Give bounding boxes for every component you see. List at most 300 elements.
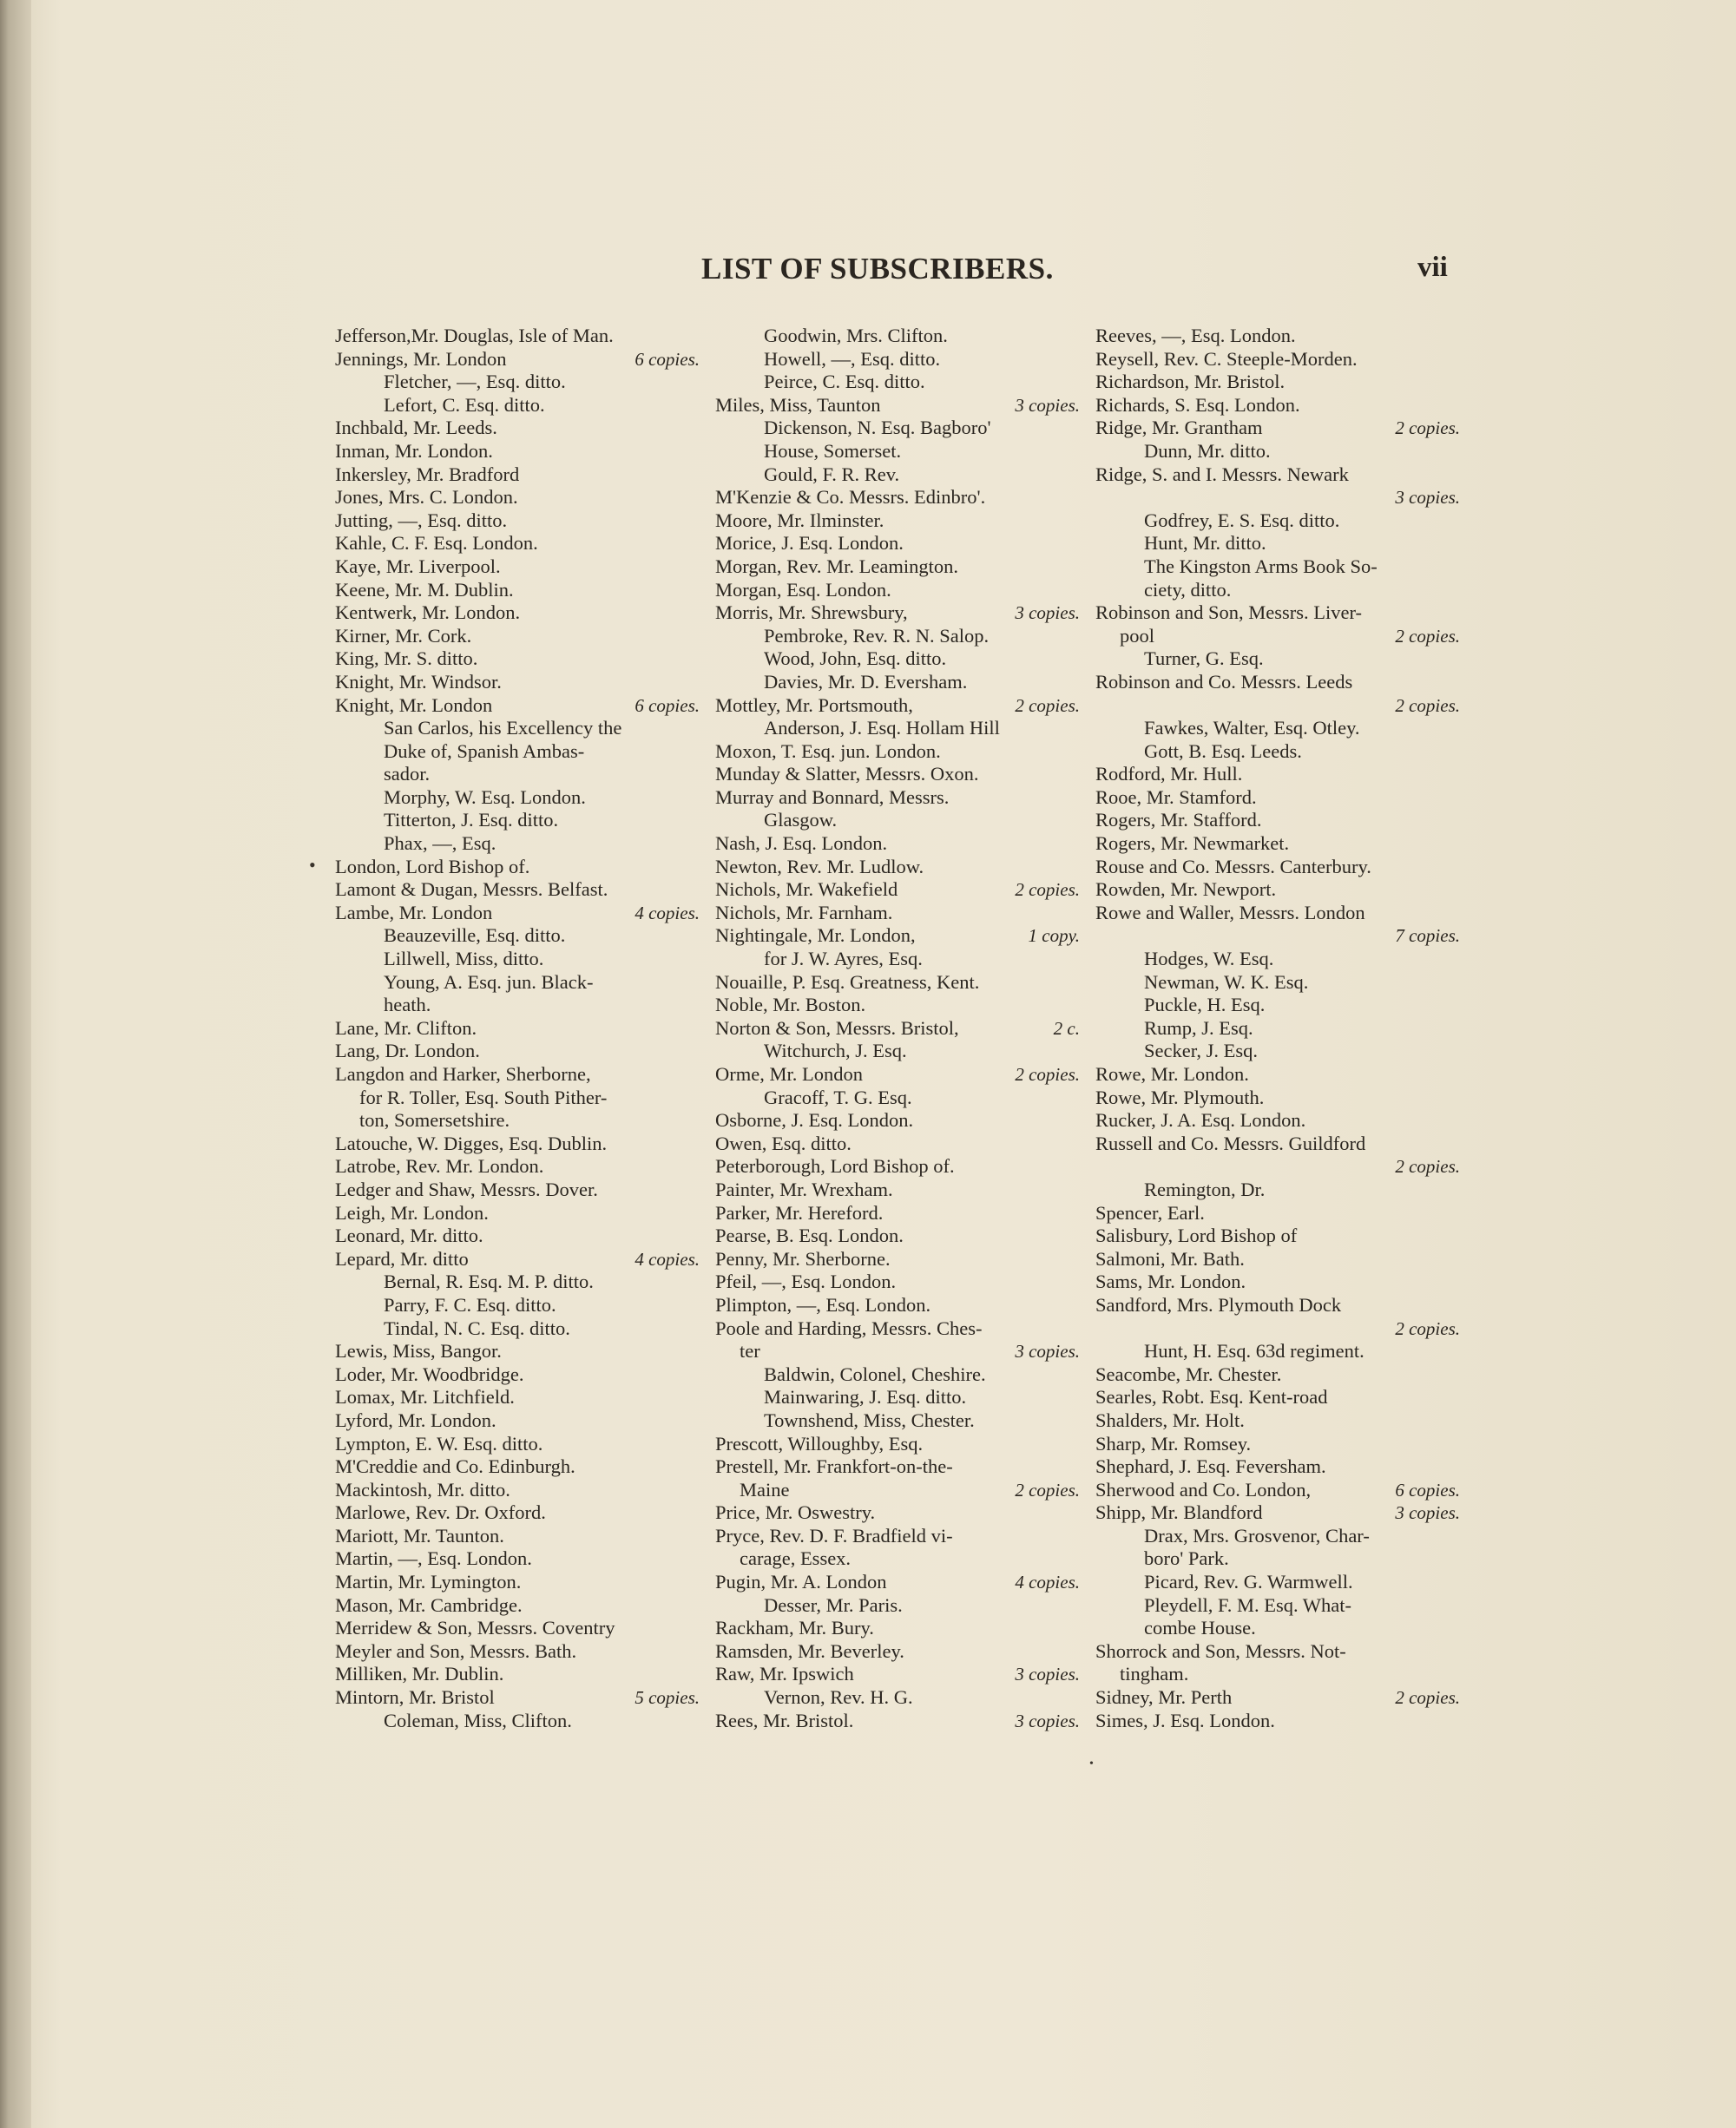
subscriber-name: Marlowe, Rev. Dr. Oxford. [335, 1501, 546, 1524]
subscriber-name: Robinson and Son, Messrs. Liver- [1095, 601, 1363, 624]
subscriber-entry [1095, 325, 1460, 348]
subscriber-name: Inman, Mr. London. [335, 439, 493, 462]
subscriber-name: Morphy, W. Esq. London. [384, 785, 586, 808]
subscriber-entry [715, 740, 1080, 764]
copies-count: 7 copies. [1395, 925, 1460, 947]
subscriber-entry [715, 856, 1080, 879]
copies-count: 2 copies. [1015, 879, 1080, 901]
subscriber-entry [335, 1547, 700, 1571]
subscriber-name: Inkersley, Mr. Bradford [335, 463, 520, 485]
subscriber-entry [335, 579, 700, 602]
subscriber-name: combe House. [1144, 1617, 1256, 1639]
subscriber-entry [335, 601, 700, 625]
subscriber-name: for J. W. Ayres, Esq. [764, 948, 923, 970]
subscriber-name: Bernal, R. Esq. M. P. ditto. [384, 1271, 594, 1293]
subscriber-entry [1095, 1710, 1460, 1733]
subscriber-name: Noble, Mr. Boston. [715, 994, 866, 1016]
subscriber-name: Plimpton, —, Esq. London. [715, 1293, 931, 1316]
subscriber-name: Secker, J. Esq. [1144, 1040, 1258, 1062]
subscriber-name: Morgan, Esq. London. [715, 578, 891, 601]
subscriber-entry [1095, 1501, 1460, 1525]
subscriber-entry [715, 1455, 1080, 1479]
subscriber-entry [715, 1386, 1080, 1409]
subscriber-entry [715, 1686, 1080, 1710]
subscriber-name: Shalders, Mr. Holt. [1095, 1409, 1245, 1431]
subscriber-name: Hodges, W. Esq. [1144, 948, 1274, 970]
subscriber-entry [715, 1017, 1080, 1041]
subscriber-name: Young, A. Esq. jun. Black- [384, 970, 594, 993]
page-title: LIST OF SUBSCRIBERS. [701, 252, 1054, 286]
subscriber-entry [1095, 394, 1460, 417]
copies-line [1095, 924, 1460, 948]
subscriber-name: Lepard, Mr. ditto [335, 1247, 469, 1270]
subscriber-name: Pembroke, Rev. R. N. Salop. [764, 624, 990, 647]
subscriber-entry [715, 971, 1080, 995]
ink-speck: • [1089, 1757, 1094, 1770]
copies-count: 4 copies. [1015, 1572, 1080, 1593]
subscriber-name: Shorrock and Son, Messrs. Not- [1095, 1639, 1346, 1662]
book-gutter [0, 0, 31, 2128]
subscriber-name: Shephard, J. Esq. Feversham. [1095, 1455, 1326, 1478]
copies-count: 3 copies. [1015, 394, 1080, 416]
subscriber-entry [1095, 348, 1460, 371]
subscriber-entry [1095, 601, 1460, 625]
subscriber-name: Rogers, Mr. Stafford. [1095, 809, 1262, 831]
subscriber-name: Rowden, Mr. Newport. [1095, 878, 1277, 901]
subscriber-entry [335, 786, 700, 810]
subscriber-name: Ridge, Mr. Grantham [1095, 417, 1263, 439]
subscriber-name: Latrobe, Rev. Mr. London. [335, 1155, 544, 1178]
subscriber-entry [335, 348, 700, 371]
subscriber-entry [715, 417, 1080, 440]
subscriber-entry [335, 1594, 700, 1618]
subscriber-entry [715, 348, 1080, 371]
copies-count: 3 copies. [1395, 1502, 1460, 1524]
copies-count: 4 copies. [635, 902, 700, 923]
subscriber-entry [1095, 1340, 1460, 1363]
subscriber-name: Seacombe, Mr. Chester. [1095, 1363, 1282, 1385]
subscriber-name: Shipp, Mr. Blandford [1095, 1501, 1263, 1524]
subscriber-entry [715, 1271, 1080, 1294]
subscriber-name: Howell, —, Esq. ditto. [764, 347, 941, 370]
subscriber-name: Reeves, —, Esq. London. [1095, 325, 1296, 346]
subscriber-name: Townshend, Miss, Chester. [764, 1409, 975, 1431]
subscriber-entry [715, 625, 1080, 648]
subscriber-name: Knight, Mr. Windsor. [335, 670, 502, 693]
subscriber-entry [715, 948, 1080, 971]
subscriber-entry [335, 1433, 700, 1456]
subscriber-name: Rowe, Mr. London. [1095, 1063, 1249, 1085]
subscriber-entry [715, 671, 1080, 694]
subscriber-name: Jutting, —, Esq. ditto. [335, 509, 508, 531]
subscriber-entry [335, 1455, 700, 1479]
subscriber-name: Nash, J. Esq. London. [715, 832, 888, 855]
subscriber-entry [335, 809, 700, 832]
subscriber-entry [1095, 1202, 1460, 1225]
subscriber-name: pool [1120, 624, 1155, 647]
subscriber-entry [1095, 1133, 1460, 1156]
subscriber-entry [335, 1133, 700, 1156]
subscriber-name: Langdon and Harker, Sherborne, [335, 1063, 591, 1085]
subscriber-name: Mariott, Mr. Taunton. [335, 1524, 504, 1547]
copies-count: 3 copies. [1015, 1341, 1080, 1363]
subscriber-entry [335, 625, 700, 648]
subscriber-name: Munday & Slatter, Messrs. Oxon. [715, 763, 979, 785]
subscriber-name: Lewis, Miss, Bangor. [335, 1340, 502, 1363]
subscriber-entry [1095, 1271, 1460, 1294]
subscriber-name: Reysell, Rev. C. Steeple-Morden. [1095, 347, 1358, 370]
subscriber-entry [1095, 1663, 1460, 1686]
subscriber-entry [1095, 1225, 1460, 1248]
subscriber-entry [335, 763, 700, 786]
subscriber-name: Morice, J. Esq. London. [715, 532, 904, 555]
subscriber-entry [1095, 1294, 1460, 1317]
copies-line [1095, 694, 1460, 718]
subscriber-entry [715, 1479, 1080, 1502]
subscriber-name: Pryce, Rev. D. F. Bradfield vi- [715, 1524, 953, 1547]
subscriber-entry [1095, 647, 1460, 671]
subscriber-name: Mottley, Mr. Portsmouth, [715, 693, 913, 716]
subscriber-name: Rouse and Co. Messrs. Canterbury. [1095, 855, 1371, 877]
subscriber-name: ton, Somersetshire. [359, 1109, 510, 1132]
subscriber-name: Godfrey, E. S. Esq. ditto. [1144, 509, 1340, 531]
subscriber-entry [715, 325, 1080, 348]
subscriber-name: Ridge, S. and I. Messrs. Newark [1095, 463, 1349, 485]
subscriber-entry [335, 325, 700, 348]
subscriber-name: Jennings, Mr. London [335, 347, 507, 370]
subscriber-entry [335, 878, 700, 902]
subscriber-name: Robinson and Co. Messrs. Leeds [1095, 670, 1353, 693]
subscriber-name: Nouaille, P. Esq. Greatness, Kent. [715, 970, 980, 993]
subscriber-name: Phax, —, Esq. [384, 832, 496, 855]
subscriber-entry [1095, 555, 1460, 579]
subscriber-entry [715, 1594, 1080, 1618]
subscriber-entry [715, 463, 1080, 487]
subscriber-name: Moxon, T. Esq. jun. London. [715, 739, 941, 762]
subscriber-name: Salisbury, Lord Bishop of [1095, 1225, 1298, 1247]
subscriber-name: Beauzeville, Esq. ditto. [384, 924, 566, 947]
subscriber-entry [335, 509, 700, 533]
subscriber-name: Puckle, H. Esq. [1144, 994, 1266, 1016]
subscriber-entry [715, 371, 1080, 394]
copies-count: 2 copies. [1395, 625, 1460, 647]
subscriber-entry [715, 1547, 1080, 1571]
subscriber-name: The Kingston Arms Book So- [1144, 555, 1378, 577]
subscriber-entry [335, 902, 700, 925]
subscriber-name: Pfeil, —, Esq. London. [715, 1271, 897, 1293]
subscriber-entry [1095, 994, 1460, 1017]
subscriber-name: Moore, Mr. Ilminster. [715, 509, 884, 531]
subscriber-entry [1095, 1179, 1460, 1202]
subscriber-entry [335, 440, 700, 463]
subscriber-entry [335, 417, 700, 440]
subscriber-entry [1095, 1686, 1460, 1710]
copies-count: 2 copies. [1015, 1479, 1080, 1501]
subscriber-entry [335, 1317, 700, 1341]
subscriber-name: Picard, Rev. G. Warmwell. [1144, 1571, 1353, 1593]
subscriber-entry [715, 1710, 1080, 1733]
subscriber-name: Anderson, J. Esq. Hollam Hill [764, 717, 1000, 739]
subscriber-entry [715, 994, 1080, 1017]
subscriber-name: Mainwaring, J. Esq. ditto. [764, 1386, 967, 1409]
subscriber-entry [715, 924, 1080, 948]
subscriber-name: Norton & Son, Messrs. Bristol, [715, 1016, 959, 1039]
subscriber-name: Rogers, Mr. Newmarket. [1095, 832, 1290, 855]
subscriber-name: King, Mr. S. ditto. [335, 647, 478, 670]
subscriber-entry [715, 1525, 1080, 1548]
subscriber-name: Dickenson, N. Esq. Bagboro' [764, 417, 991, 439]
subscriber-entry [335, 694, 700, 718]
subscriber-entry [715, 601, 1080, 625]
subscriber-name: Kentwerk, Mr. London. [335, 601, 521, 624]
subscriber-entry [335, 832, 700, 856]
subscriber-entry [715, 1363, 1080, 1387]
subscriber-entry [1095, 1248, 1460, 1271]
subscriber-entry [335, 1248, 700, 1271]
subscriber-name: Painter, Mr. Wrexham. [715, 1178, 893, 1200]
copies-line [1095, 486, 1460, 509]
subscriber-entry [715, 1640, 1080, 1664]
subscriber-name: Inchbald, Mr. Leeds. [335, 417, 497, 439]
copies-count: 2 copies. [1395, 1317, 1460, 1339]
subscriber-name: Searles, Robt. Esq. Kent-road [1095, 1386, 1328, 1409]
subscriber-entry [335, 1571, 700, 1594]
subscriber-entry [1095, 740, 1460, 764]
subscriber-entry [1095, 1594, 1460, 1618]
subscriber-name: Ledger and Shaw, Messrs. Dover. [335, 1178, 598, 1200]
subscriber-name: Osborne, J. Esq. London. [715, 1109, 914, 1132]
subscriber-name: Fawkes, Walter, Esq. Otley. [1144, 717, 1360, 739]
subscriber-name: Newton, Rev. Mr. Ludlow. [715, 855, 924, 877]
copies-count: 2 copies. [1015, 694, 1080, 716]
subscriber-entry [715, 486, 1080, 509]
subscriber-name: Baldwin, Colonel, Cheshire. [764, 1363, 986, 1385]
subscriber-entry [1095, 1571, 1460, 1594]
subscriber-entry [335, 994, 700, 1017]
subscriber-name: Prescott, Willoughby, Esq. [715, 1432, 924, 1455]
subscriber-entry [1095, 763, 1460, 786]
subscriber-entry [1095, 1455, 1460, 1479]
subscriber-name: Kaye, Mr. Liverpool. [335, 555, 501, 577]
subscriber-entry [335, 1340, 700, 1363]
subscriber-entry [335, 647, 700, 671]
subscriber-entry [715, 694, 1080, 718]
subscriber-name: carage, Essex. [740, 1547, 852, 1570]
page-header [0, 252, 1736, 295]
subscriber-entry [715, 555, 1080, 579]
subscriber-entry [715, 1225, 1080, 1248]
subscriber-entry [715, 1663, 1080, 1686]
subscriber-name: Rees, Mr. Bristol. [715, 1709, 854, 1731]
subscriber-name: Rucker, J. A. Esq. London. [1095, 1109, 1306, 1132]
subscriber-entry [1095, 371, 1460, 394]
subscriber-name: boro' Park. [1144, 1547, 1229, 1570]
subscriber-entry [715, 1155, 1080, 1179]
subscriber-entry [1095, 625, 1460, 648]
subscriber-name: Ramsden, Mr. Beverley. [715, 1639, 904, 1662]
copies-line [1095, 1317, 1460, 1341]
subscriber-entry [335, 1179, 700, 1202]
subscriber-name: Pugin, Mr. A. London [715, 1571, 887, 1593]
subscriber-name: Rodford, Mr. Hull. [1095, 763, 1243, 785]
subscriber-entry [1095, 1433, 1460, 1456]
subscriber-name: Rooe, Mr. Stamford. [1095, 785, 1257, 808]
subscriber-entry [715, 1501, 1080, 1525]
subscriber-entry [715, 832, 1080, 856]
subscriber-entry [335, 717, 700, 740]
subscriber-entry [1095, 878, 1460, 902]
subscriber-entry [1095, 532, 1460, 555]
subscriber-entry [715, 902, 1080, 925]
subscriber-entry [335, 971, 700, 995]
subscriber-name: Sharp, Mr. Romsey. [1095, 1432, 1252, 1455]
subscriber-entry [1095, 971, 1460, 995]
subscriber-name: Pleydell, F. M. Esq. What- [1144, 1593, 1352, 1616]
subscriber-entry [715, 809, 1080, 832]
subscriber-name: sador. [384, 763, 431, 785]
subscriber-entry [335, 463, 700, 487]
subscriber-name: Lyford, Mr. London. [335, 1409, 496, 1431]
subscriber-entry [335, 1525, 700, 1548]
subscriber-name: Nichols, Mr. Wakefield [715, 878, 898, 901]
subscriber-entry [1095, 832, 1460, 856]
subscriber-name: Coleman, Miss, Clifton. [384, 1709, 572, 1731]
subscriber-name: Lamont & Dugan, Messrs. Belfast. [335, 878, 608, 901]
subscriber-name: Loder, Mr. Woodbridge. [335, 1363, 524, 1385]
subscriber-entry [335, 555, 700, 579]
subscriber-name: Lillwell, Miss, ditto. [384, 948, 544, 970]
copies-count: 3 copies. [1395, 487, 1460, 509]
subscriber-entry [1095, 1087, 1460, 1110]
subscriber-entry [1095, 1063, 1460, 1087]
subscriber-name: Nichols, Mr. Farnham. [715, 901, 893, 923]
subscriber-name: Leigh, Mr. London. [335, 1201, 489, 1224]
subscriber-entry [335, 1063, 700, 1087]
subscriber-name: Dunn, Mr. ditto. [1144, 439, 1271, 462]
subscriber-entry [715, 1109, 1080, 1133]
subscriber-name: Richardson, Mr. Bristol. [1095, 371, 1286, 393]
subscriber-entry [335, 924, 700, 948]
subscriber-entry [335, 1271, 700, 1294]
copies-count: 1 copy. [1028, 925, 1080, 947]
subscriber-name: Davies, Mr. D. Eversham. [764, 670, 968, 693]
subscriber-name: Mintorn, Mr. Bristol [335, 1686, 495, 1709]
subscriber-entry [335, 1225, 700, 1248]
subscriber-entry [1095, 1386, 1460, 1409]
subscriber-entry [715, 1087, 1080, 1110]
subscriber-name: Witchurch, J. Esq. [764, 1040, 907, 1062]
copies-count: 3 copies. [1015, 1664, 1080, 1685]
subscriber-column-1 [335, 325, 700, 1732]
subscriber-entry [335, 1663, 700, 1686]
copies-count: 3 copies. [1015, 602, 1080, 624]
subscriber-entry [335, 1202, 700, 1225]
subscriber-entry [1095, 463, 1460, 487]
copies-count: 2 c. [1053, 1017, 1080, 1039]
subscriber-entry [715, 1571, 1080, 1594]
subscriber-name: Parker, Mr. Hereford. [715, 1201, 884, 1224]
subscriber-entry [335, 532, 700, 555]
copies-count: 2 copies. [1395, 694, 1460, 716]
subscriber-name: Hunt, H. Esq. 63d regiment. [1144, 1340, 1364, 1363]
subscriber-name: ter [740, 1340, 760, 1363]
subscriber-name: Tindal, N. C. Esq. ditto. [384, 1317, 570, 1339]
subscriber-name: Pearse, B. Esq. London. [715, 1225, 904, 1247]
copies-count: 2 copies. [1395, 1156, 1460, 1178]
subscriber-entry [715, 1202, 1080, 1225]
subscriber-entry [335, 1040, 700, 1063]
subscriber-entry [335, 856, 700, 879]
subscriber-name: Penny, Mr. Sherborne. [715, 1247, 891, 1270]
subscriber-entry [335, 1294, 700, 1317]
subscriber-entry [715, 763, 1080, 786]
subscriber-entry [335, 1087, 700, 1110]
subscriber-name: Rackham, Mr. Bury. [715, 1617, 874, 1639]
subscriber-entry [1095, 1040, 1460, 1063]
subscriber-name: San Carlos, his Excellency the [384, 717, 622, 739]
subscriber-name: Turner, G. Esq. [1144, 647, 1264, 670]
subscriber-entry [715, 1409, 1080, 1433]
subscriber-name: Knight, Mr. London [335, 693, 493, 716]
subscriber-entry [1095, 1640, 1460, 1664]
subscriber-name: Sams, Mr. London. [1095, 1271, 1246, 1293]
subscriber-name: Morris, Mr. Shrewsbury, [715, 601, 908, 624]
subscriber-entry [715, 532, 1080, 555]
subscriber-name: Russell and Co. Messrs. Guildford [1095, 1132, 1366, 1154]
subscriber-name: Sidney, Mr. Perth [1095, 1686, 1233, 1709]
subscriber-entry [335, 1363, 700, 1387]
subscriber-entry [715, 647, 1080, 671]
subscriber-name: Martin, Mr. Lymington. [335, 1571, 522, 1593]
subscriber-entry [1095, 1617, 1460, 1640]
subscriber-name: Hunt, Mr. ditto. [1144, 532, 1266, 555]
subscriber-name: Maine [740, 1478, 790, 1501]
copies-line [1095, 1155, 1460, 1179]
subscriber-name: Remington, Dr. [1144, 1178, 1266, 1200]
subscriber-entry [335, 1617, 700, 1640]
subscriber-name: Rowe and Waller, Messrs. London [1095, 901, 1365, 923]
subscriber-name: Kahle, C. F. Esq. London. [335, 532, 538, 555]
subscriber-entry [715, 1133, 1080, 1156]
subscriber-name: Kirner, Mr. Cork. [335, 624, 472, 647]
subscriber-entry [1095, 417, 1460, 440]
subscriber-name: Owen, Esq. ditto. [715, 1132, 852, 1154]
subscriber-entry [1095, 579, 1460, 602]
subscriber-name: Duke of, Spanish Ambas- [384, 739, 585, 762]
subscriber-entry [715, 1340, 1080, 1363]
subscriber-entry [715, 394, 1080, 417]
subscriber-name: Martin, —, Esq. London. [335, 1547, 532, 1570]
subscriber-name: Rowe, Mr. Plymouth. [1095, 1086, 1265, 1108]
copies-count: 6 copies. [1395, 1479, 1460, 1501]
subscriber-name: Jefferson,Mr. Douglas, Isle of Man. [335, 325, 614, 346]
subscriber-name: tingham. [1120, 1663, 1189, 1685]
subscriber-entry [715, 1179, 1080, 1202]
subscriber-entry [1095, 1525, 1460, 1548]
subscriber-entry [1095, 786, 1460, 810]
subscriber-entry [335, 1155, 700, 1179]
subscriber-name: Fletcher, —, Esq. ditto. [384, 371, 566, 393]
subscriber-entry [1095, 902, 1460, 925]
subscriber-name: Miles, Miss, Taunton [715, 393, 881, 416]
subscriber-column-2 [715, 325, 1080, 1732]
subscriber-name: Mackintosh, Mr. ditto. [335, 1478, 510, 1501]
subscriber-entry [715, 1248, 1080, 1271]
subscriber-name: Mason, Mr. Cambridge. [335, 1593, 523, 1616]
subscriber-name: Raw, Mr. Ipswich [715, 1663, 854, 1685]
subscriber-entry [1095, 1547, 1460, 1571]
subscriber-entry [335, 394, 700, 417]
